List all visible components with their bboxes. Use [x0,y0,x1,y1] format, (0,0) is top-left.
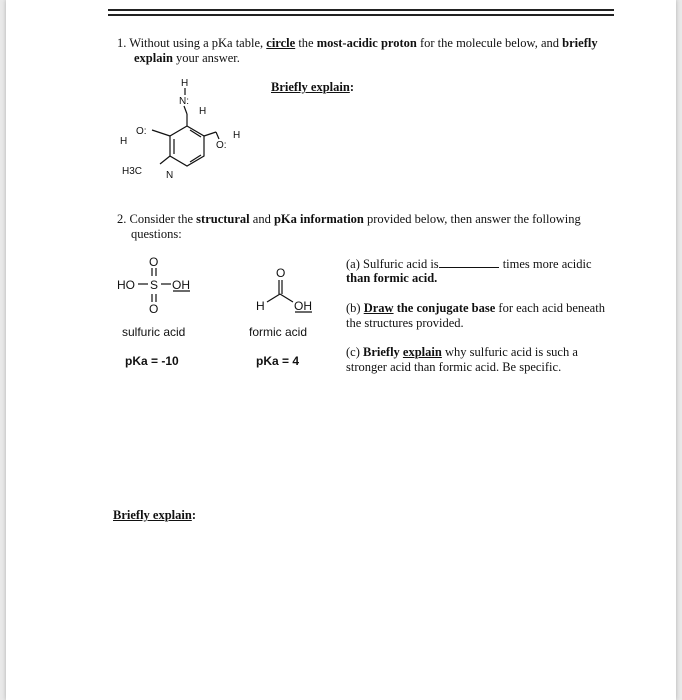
part-c-line2: stronger acid than formic acid. Be specific. [346,360,562,374]
question-2-text [117,212,617,227]
c-o-bond-right [216,132,219,139]
part-b [346,301,626,316]
q2-structural-word: structural [196,212,250,226]
ring-n-label: N [166,170,174,181]
sulfuric-o-bottom: O [149,302,159,316]
ether-h-label: H [233,130,241,141]
ch2-bond-2 [184,106,187,114]
part-c-rest: why sulfuric acid is such a [441,345,578,359]
c-c-bond-right [204,132,216,136]
c-oh-bond [280,294,293,302]
q1-text-part: Without using a pKa table, [129,36,267,50]
q1-text-part: for the molecule below, and [416,36,563,50]
q1-explain-word: explain [134,51,173,65]
q1-most-acidic-proton: most-acidic proton [316,36,417,50]
q2-explain-heading: Briefly explain [113,508,192,522]
amine-h-top-label: H [181,78,189,89]
ring-bonds [170,126,204,166]
part-b-conjugate-base: the conjugate base [393,301,496,315]
sulfuric-ho-left: HO [117,278,135,292]
q1-text-part: your answer. [172,51,240,65]
part-b-rest: for each acid beneath [495,301,605,315]
q1-circle-word: circle [266,36,296,50]
c-o-bond-left [152,130,170,136]
question-2-number: 2. [117,212,127,226]
formic-acid-name: formic acid [249,325,308,339]
sulfuric-s: S [150,278,159,292]
part-c-explain-word: explain [402,345,442,359]
q2-explain-colon: : [191,508,196,522]
q2-pka-information: pKa information [273,212,364,226]
formic-acid-structure [250,262,330,322]
question-1-text [117,36,617,51]
formic-o: O [276,266,286,280]
part-c-briefly-word: Briefly [363,345,400,359]
sulfuric-o-top: O [149,255,159,269]
q1-explain-heading: Briefly explain [271,80,350,94]
q1-briefly-word: briefly [562,36,598,50]
question-1-text-line2 [134,51,240,66]
q1-explain-colon: : [349,80,354,94]
methyl-label: H3C [122,166,143,177]
formic-acid-pka: pKa = 4 [256,354,300,368]
ether-o-label: O: [216,140,227,151]
top-rule-2 [108,14,614,16]
part-c-label: (c) [346,345,363,359]
amine-h-right-label: H [199,106,207,117]
formic-oh: OH [294,299,312,313]
question-1-number: 1. [117,36,127,50]
part-a [346,257,616,272]
sulfuric-oh-right: OH [172,278,190,292]
part-b-draw-word: Draw [363,301,394,315]
amine-n-label: N: [179,96,189,107]
part-a-after-blank: times more acidic [502,257,592,271]
q2-briefly-explain-label [113,508,196,523]
part-a-answer-blank[interactable] [439,257,499,268]
h-c-bond [267,294,280,302]
q1-text-part: the [295,36,317,50]
part-c [346,345,626,360]
formic-h: H [256,299,265,313]
part-a-label: (a) Sulfuric acid is [346,257,439,271]
q1-briefly-explain-label [271,80,354,95]
part-b-line2: the structures provided. [346,316,464,330]
hydroxyl-h-label: H [120,136,128,147]
q2-text-part: provided below, then answer the following [363,212,581,226]
methyl-bond [160,156,170,164]
top-rule-1 [108,9,614,11]
question-2-text-line2: questions: [131,227,182,241]
q1-molecule-structure [100,70,270,190]
sulfuric-acid-structure [112,254,222,324]
part-b-label: (b) [346,301,364,315]
sulfuric-acid-pka: pKa = -10 [125,354,179,368]
q2-text-part: Consider the [129,212,197,226]
part-a-line2: than formic acid. [346,271,438,285]
hydroxyl-o-label: O: [136,126,147,137]
q2-text-part: and [249,212,274,226]
sulfuric-acid-name: sulfuric acid [122,325,186,339]
